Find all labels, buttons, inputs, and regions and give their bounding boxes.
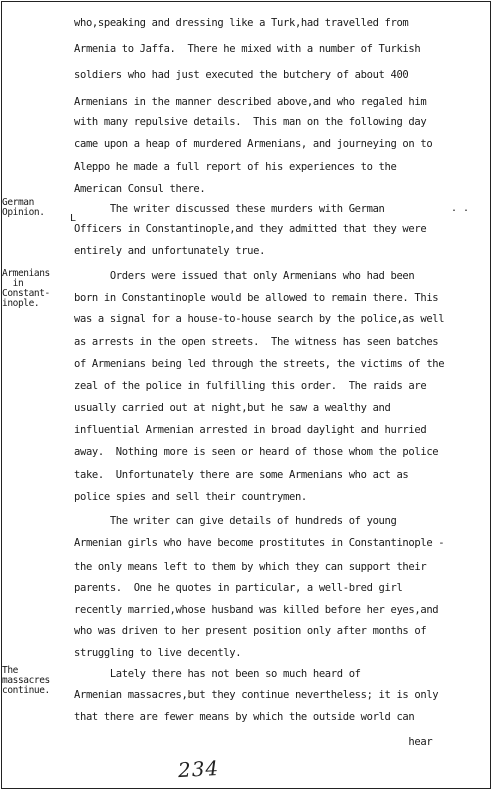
text-line: Armenian massacres,but they continue nevertheless; it is only	[74, 689, 439, 701]
text-line: came upon a heap of murdered Armenians, and journeying on to	[74, 138, 433, 150]
text-line: parents. One he quotes in particular, a well-bred girl	[74, 582, 403, 594]
text-line: zeal of the police in fulfilling this order. The raids are	[74, 380, 427, 392]
text-line: that there are fewer means by which the outside world can	[74, 711, 415, 723]
text-line: of Armenians being led through the streets, the victims of the	[74, 358, 445, 370]
text-line: Aleppo he made a full report of his experiences to the	[74, 161, 397, 173]
text-line: Armenian girls who have become prostitutes in Constantinople -	[74, 537, 445, 549]
text-line: with many repulsive details. This man on the following day	[74, 116, 427, 128]
text-line: American Consul there.	[74, 183, 206, 195]
text-line: recently married,whose husband was killed before her eyes,and	[74, 604, 439, 616]
margin-note-massacres-continue: The massacres continue.	[2, 665, 50, 696]
text-line: struggling to live decently.	[74, 647, 242, 659]
text-line: take. Unfortunately there are some Armenians who act as	[74, 469, 409, 481]
text-line: born in Constantinople would be allowed to remain there. This	[74, 292, 439, 304]
text-line: Lately there has not been so much heard of	[74, 668, 361, 680]
text-line: who,speaking and dressing like a Turk,had travelled from	[74, 17, 409, 29]
text-line: as arrests in the open streets. The witness has seen batches	[74, 336, 439, 348]
text-line: hear	[74, 736, 433, 748]
text-line: influential Armenian arrested in broad daylight and hurried	[74, 424, 427, 436]
text-line: was a signal for a house-to-house search by the police,as well	[74, 313, 445, 325]
text-line: the only means left to them by which they can support their	[74, 561, 427, 573]
text-line: usually carried out at night,but he saw a wealthy and	[74, 402, 391, 414]
ink-mark: L	[70, 213, 77, 224]
text-line: Orders were issued that only Armenians who had been	[74, 270, 415, 282]
margin-note-armenians-constantinople: Armenians in Constant- inople.	[2, 268, 50, 309]
text-line: away. Nothing more is seen or heard of those whom the police	[74, 446, 439, 458]
text-line: entirely and unfortunately true.	[74, 245, 266, 257]
text-line: soldiers who had just executed the butchery of about 400	[74, 69, 409, 81]
text-line: The writer can give details of hundreds of young	[74, 515, 397, 527]
margin-note-german-opinion: German Opinion.	[2, 197, 45, 218]
text-line: who was driven to her present position only after months of	[74, 625, 427, 637]
text-line: Armenia to Jaffa. There he mixed with a number of Turkish	[74, 43, 421, 55]
text-line: The writer discussed these murders with German	[74, 203, 385, 215]
page-number: 234	[177, 755, 220, 783]
ink-mark: . .	[451, 203, 470, 214]
text-line: Officers in Constantinople,and they admitted that they were	[74, 223, 427, 235]
text-line: police spies and sell their countrymen.	[74, 491, 307, 503]
text-line: Armenians in the manner described above,and who regaled him	[74, 96, 427, 108]
